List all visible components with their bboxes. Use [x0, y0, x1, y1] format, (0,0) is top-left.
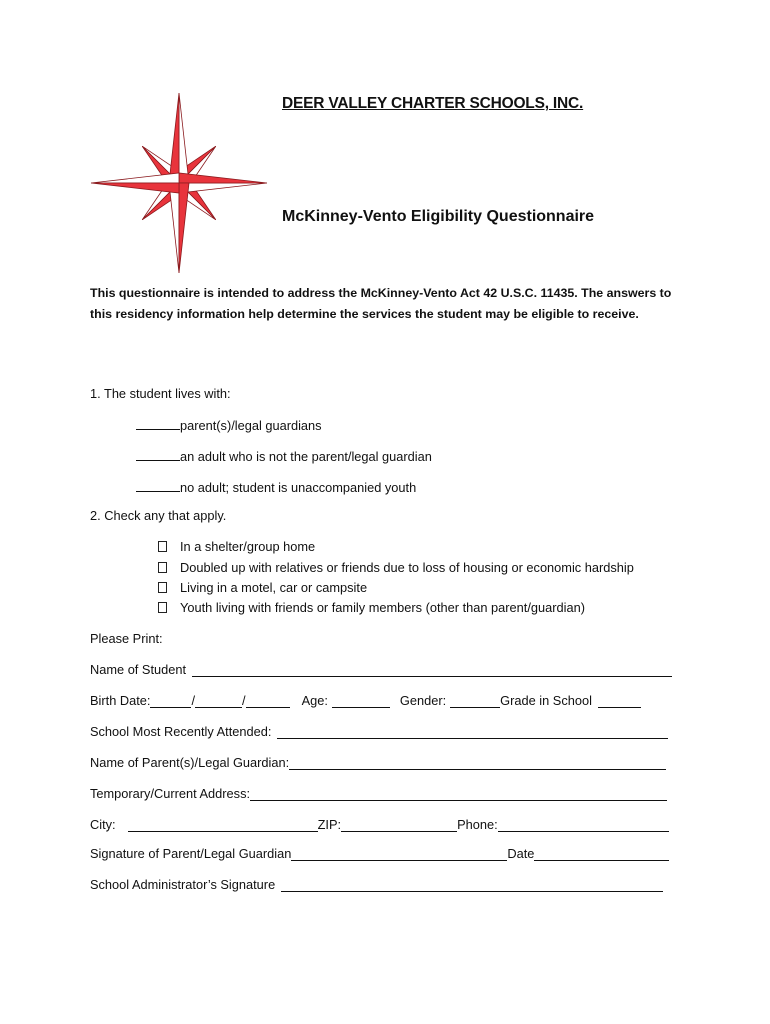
phone-field[interactable]: [498, 817, 669, 832]
star-point-shade: [179, 93, 189, 183]
signature-parent-label: Signature of Parent/Legal Guardian: [90, 846, 292, 861]
gender-label: Gender:: [399, 693, 447, 708]
compass-star-logo-icon: [88, 92, 270, 274]
city-label: City:: [90, 817, 116, 832]
signature-parent-row: [90, 846, 669, 861]
q1-option-3-blank[interactable]: [136, 478, 180, 492]
star-point-shade: [169, 183, 179, 273]
birth-row: Birth Date: / / Age: Gender: Grade in School: [90, 693, 672, 708]
address-row: [90, 786, 667, 801]
parent-name-label: Name of Parent(s)/Legal Guardian:: [90, 755, 290, 770]
q1-option-3[interactable]: no adult; student is unaccompanied youth: [136, 478, 416, 495]
q2-option-4[interactable]: Youth living with friends or family members (other than parent/guardian): [158, 600, 585, 615]
zip-label: ZIP:: [317, 817, 342, 832]
parent-name-row: [90, 755, 666, 770]
signature-admin-label: School Administrator’s Signature: [90, 877, 276, 892]
gender-field[interactable]: [450, 693, 500, 708]
signature-admin-field[interactable]: [281, 877, 663, 892]
q2-checkbox-4[interactable]: [158, 602, 167, 613]
school-recent-label: School Most Recently Attended:: [90, 724, 272, 739]
parent-name-field[interactable]: [289, 755, 666, 770]
q2-option-2[interactable]: Doubled up with relatives or friends due to loss of housing or economic hardship: [158, 560, 634, 575]
school-row: [90, 724, 668, 739]
q1-option-2[interactable]: an adult who is not the parent/legal guardian: [136, 447, 432, 464]
date-label: Date: [507, 846, 535, 861]
birth-month-field[interactable]: [150, 693, 191, 708]
birth-date-label: Birth Date:: [90, 693, 151, 708]
q2-checkbox-1[interactable]: [158, 541, 167, 552]
question-1-label: 1. The student lives with:: [90, 386, 231, 401]
signature-parent-field[interactable]: [291, 846, 507, 861]
star-point: [91, 183, 179, 193]
org-title: DEER VALLEY CHARTER SCHOOLS, INC.: [282, 95, 584, 112]
star-point: [179, 183, 189, 273]
address-label: Temporary/Current Address:: [90, 786, 251, 801]
birth-day-field[interactable]: [195, 693, 242, 708]
student-name-row: [90, 662, 672, 677]
zip-field[interactable]: [341, 817, 457, 832]
q2-option-1[interactable]: In a shelter/group home: [158, 539, 315, 554]
student-name-label: Name of Student: [90, 662, 187, 677]
address-field[interactable]: [250, 786, 667, 801]
q2-option-3[interactable]: Living in a motel, car or campsite: [158, 580, 367, 595]
school-recent-field[interactable]: [277, 724, 668, 739]
city-field[interactable]: [128, 817, 318, 832]
student-name-field[interactable]: [192, 662, 672, 677]
please-print-label: Please Print:: [90, 631, 163, 646]
signature-admin-row: [90, 877, 663, 892]
star-point: [169, 93, 179, 183]
phone-label: Phone:: [457, 817, 498, 832]
question-2-label: 2. Check any that apply.: [90, 508, 227, 523]
q1-option-1[interactable]: parent(s)/legal guardians: [136, 416, 322, 433]
grade-label: Grade in School: [500, 693, 592, 708]
q2-checkbox-3[interactable]: [158, 582, 167, 593]
q1-option-2-blank[interactable]: [136, 447, 180, 461]
date-field[interactable]: [534, 846, 669, 861]
grade-field[interactable]: [598, 693, 641, 708]
q1-option-1-blank[interactable]: [136, 416, 180, 430]
star-point-shade: [91, 173, 179, 183]
star-point-shade: [179, 183, 267, 193]
age-field[interactable]: [332, 693, 390, 708]
age-label: Age:: [301, 693, 328, 708]
intro-paragraph: This questionnaire is intended to address the McKinney-Vento Act 42 U.S.C. 11435. The answers to this residency information help determine the services the student may be eligible to receive.: [90, 286, 672, 321]
q2-checkbox-2[interactable]: [158, 562, 167, 573]
city-row: [90, 817, 669, 832]
birth-year-field[interactable]: [246, 693, 290, 708]
star-point: [179, 173, 267, 183]
form-title: McKinney-Vento Eligibility Questionnaire: [282, 208, 595, 225]
